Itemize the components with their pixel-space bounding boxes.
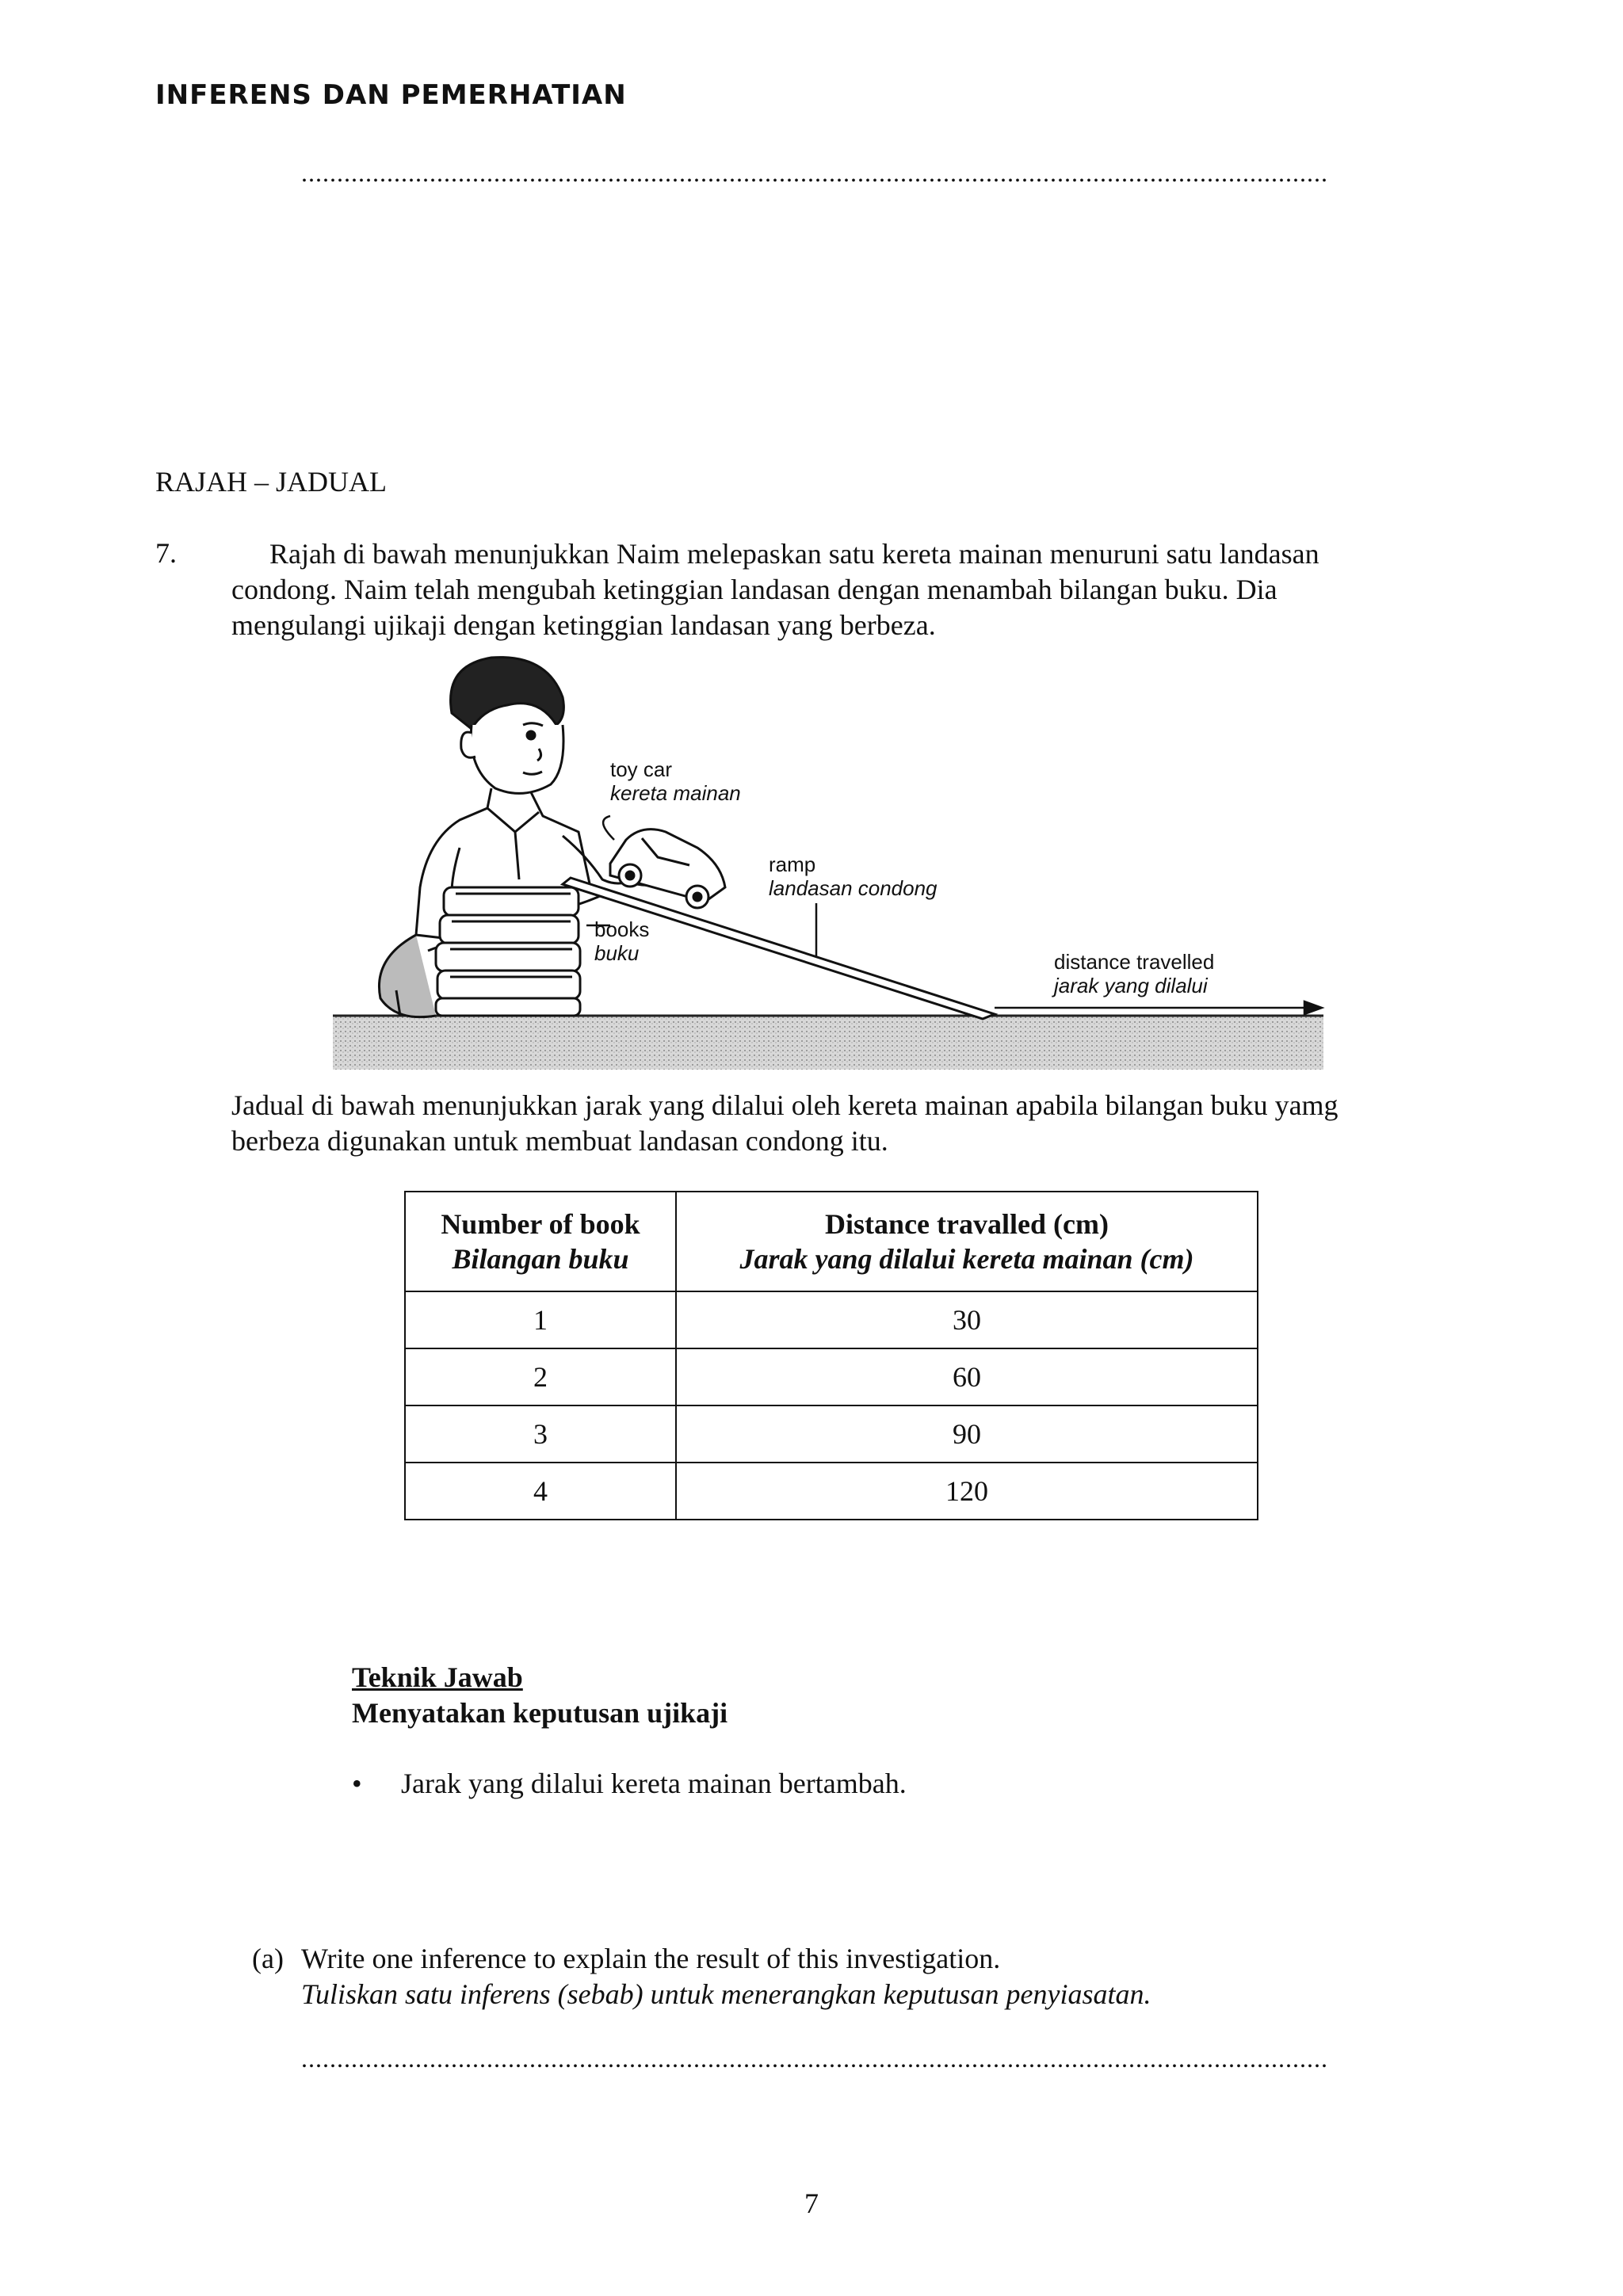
label-books-en: books — [594, 917, 650, 941]
question-text — [231, 536, 1468, 643]
label-distance-ms: jarak yang dilalui — [1054, 974, 1208, 997]
question-number: 7. — [155, 537, 177, 569]
cell-distance: 90 — [676, 1405, 1258, 1463]
teknik-bullet-text: Jarak yang dilalui kereta mainan bertambah. — [401, 1768, 907, 1799]
label-toy-car-ms: kereta mainan — [610, 781, 741, 805]
label-toy-car-en: toy car — [610, 757, 673, 781]
question-a-text — [301, 1941, 1151, 2012]
ramp-experiment-figure — [325, 650, 1331, 1077]
header-col1-en: Number of book — [441, 1208, 640, 1240]
table-intro-line-2: berbeza digunakan untuk membuat landasan condong itu. — [231, 1125, 888, 1157]
label-books-ms: buku — [594, 941, 640, 965]
cell-books: 4 — [405, 1463, 676, 1520]
table-intro — [231, 1088, 1499, 1159]
table-intro-line-1: Jadual di bawah menunjukkan jarak yang dilalui oleh kereta mainan apabila bilangan buku yamg — [231, 1089, 1338, 1121]
ground — [333, 1016, 1323, 1070]
books-stack — [436, 887, 580, 1016]
table-row — [405, 1291, 1258, 1348]
cell-books: 3 — [405, 1405, 676, 1463]
cell-distance: 60 — [676, 1348, 1258, 1405]
distance-arrow — [995, 1001, 1322, 1014]
answer-line-top: ................................................................................................................................................ — [301, 158, 1328, 187]
question-a-text-en: Write one inference to explain the result of this investigation. — [301, 1943, 1001, 1974]
question-a-label: (a) — [252, 1943, 284, 1974]
label-distance-en: distance travelled — [1054, 950, 1215, 974]
label-ramp-en: ramp — [769, 852, 816, 876]
header-col2-en: Distance travalled (cm) — [825, 1208, 1109, 1240]
page-header-title: INFERENS DAN PEMERHATIAN — [155, 79, 627, 111]
bullet-icon: • — [352, 1768, 362, 1799]
page-number: 7 — [804, 2187, 819, 2219]
question-line-2: condong. Naim telah mengubah ketinggian landasan dengan menambah bilangan buku. Dia — [231, 574, 1277, 605]
cell-distance: 120 — [676, 1463, 1258, 1520]
header-number-of-book — [405, 1192, 676, 1291]
question-a — [252, 1941, 284, 1977]
cell-books: 1 — [405, 1291, 676, 1348]
question-line-3: mengulangi ujikaji dengan ketinggian landasan yang berbeza. — [231, 609, 936, 641]
table-row — [405, 1405, 1258, 1463]
header-col1-ms: Bilangan buku — [452, 1243, 629, 1275]
cell-books: 2 — [405, 1348, 676, 1405]
table-row — [405, 1463, 1258, 1520]
table-header-row — [405, 1192, 1258, 1291]
header-col2-ms: Jarak yang dilalui kereta mainan (cm) — [739, 1243, 1194, 1275]
teknik-jawab-block — [352, 1660, 727, 1731]
question-line-1: Rajah di bawah menunjukkan Naim melepaskan satu kereta mainan menuruni satu landasan — [269, 538, 1319, 570]
answer-line-bottom[interactable]: ................................................................................................................................................ — [301, 2044, 1328, 2073]
distance-table — [404, 1191, 1258, 1520]
header-distance — [676, 1192, 1258, 1291]
question-a-text-ms: Tuliskan satu inferens (sebab) untuk menerangkan keputusan penyiasatan. — [301, 1978, 1151, 2010]
teknik-heading: Teknik Jawab — [352, 1661, 523, 1693]
label-ramp-ms: landasan condong — [769, 876, 938, 900]
cell-distance: 30 — [676, 1291, 1258, 1348]
section-label: RAJAH – JADUAL — [155, 466, 388, 498]
teknik-bullet — [352, 1767, 907, 1800]
table-row — [405, 1348, 1258, 1405]
teknik-subheading: Menyatakan keputusan ujikaji — [352, 1697, 728, 1729]
